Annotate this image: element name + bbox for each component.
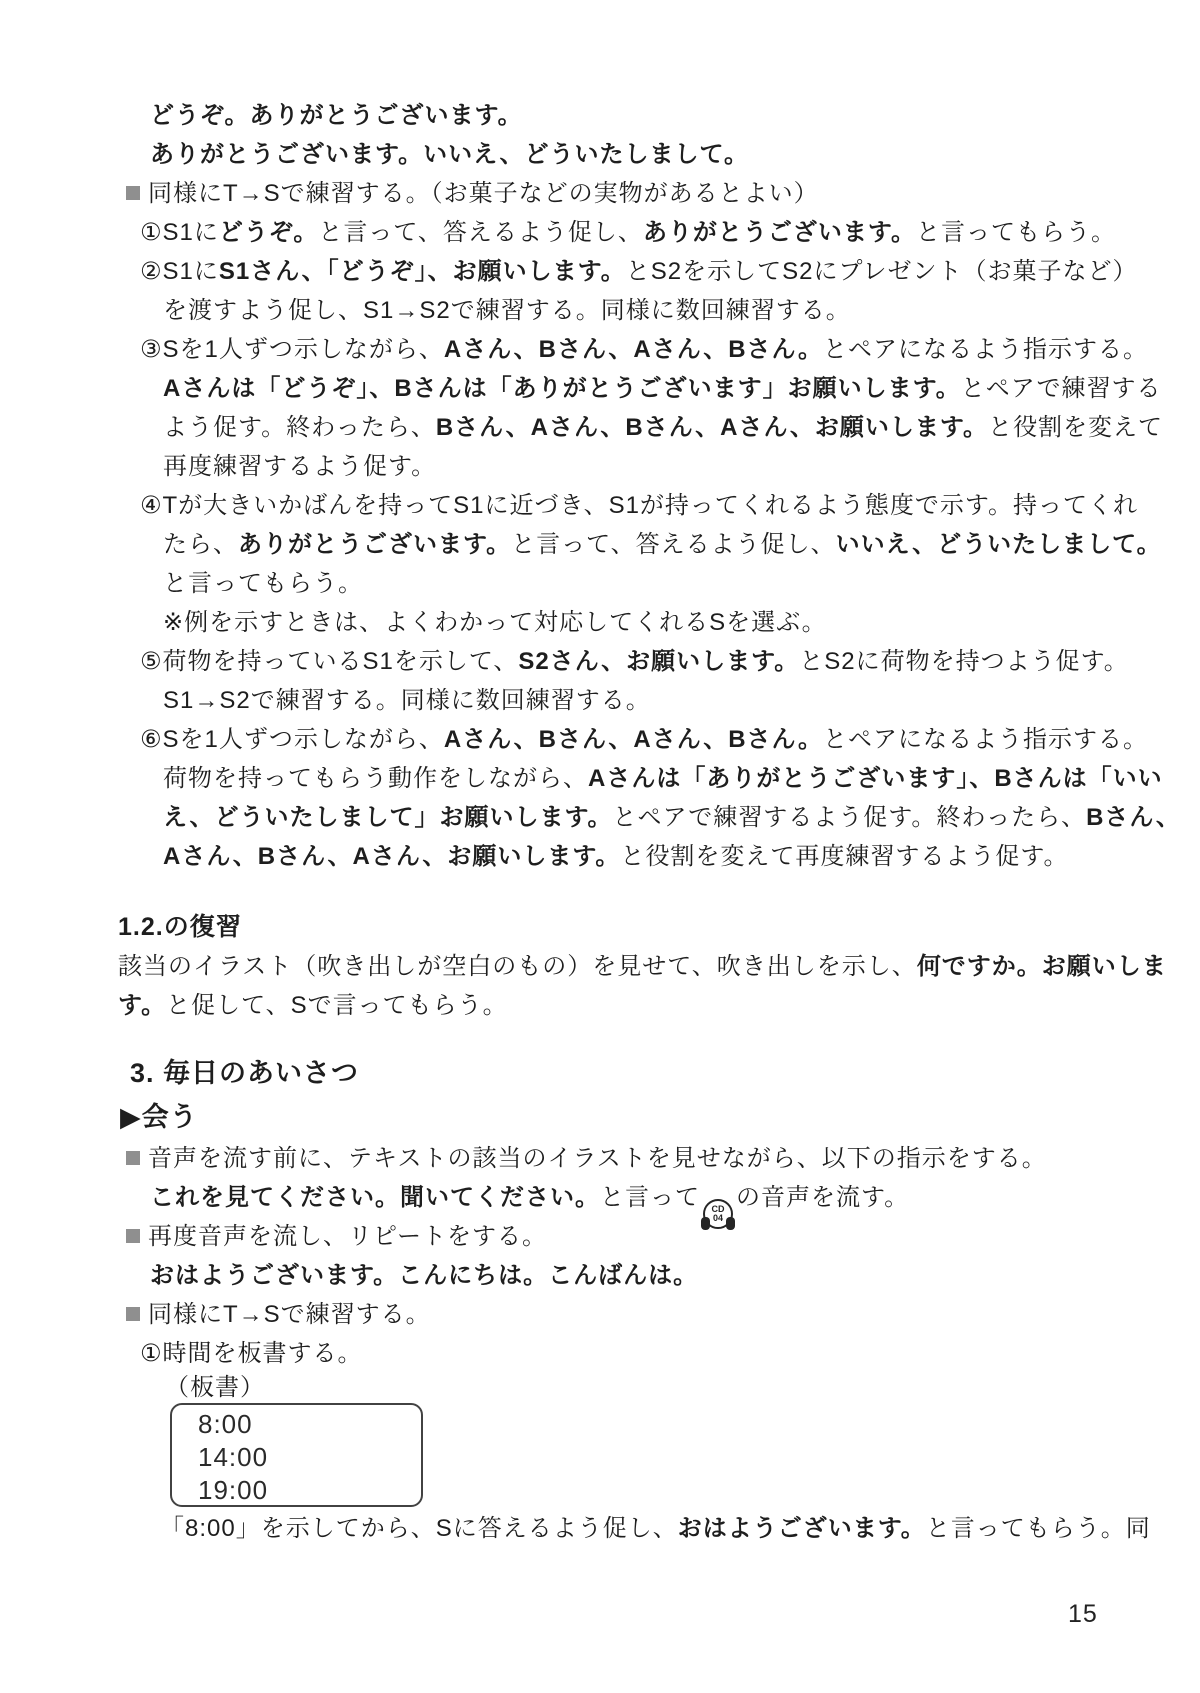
instruction-line [126,1295,1200,1334]
text-run: 同様にT→Sで練習する。（お菓子などの実物があるとよい） [148,180,819,207]
text-run: Aさん、Bさん、Aさん、Bさん。 [443,336,823,363]
text-run: （板書） [165,1374,265,1401]
note-line [163,603,1200,642]
step-line [140,720,1200,759]
board-time: 14:00 [198,1442,269,1472]
text-run: 荷物を持ってもらう動作をしながら、 [163,765,588,792]
text-run: と言ってもらう。同 [925,1515,1151,1542]
step-line [160,1509,1200,1548]
text-run: S2さん、お願いします。 [518,648,800,675]
text-run: どうぞ。 [218,219,319,246]
text-run: 何ですか。お願いしま [916,953,1167,980]
bullet-square-icon [126,1151,140,1165]
text-run: と役割を変えて [988,414,1164,441]
example-phrase-line [150,1256,1200,1295]
example-phrase-line [150,135,1200,174]
text-run: 3. 毎日のあいさつ [130,1058,360,1088]
text-run: ありがとうございます。いいえ、どういたしまして。 [150,141,750,168]
text-run: 音声を流す前に、テキストの該当のイラストを見せながら、以下の指示をする。 [148,1145,1047,1172]
board-box [170,1403,423,1507]
text-run: 該当のイラスト（吹き出しが空白のもの）を見せて、吹き出しを示し、 [118,953,917,980]
section-heading [130,1051,1200,1095]
text-run: 1.2.の復習 [118,913,242,941]
step-line [140,486,1200,525]
text-run: ④Tが大きいかばんを持ってS1に近づき、S1が持ってくれるよう態度で示す。持ってくれ [140,492,1139,519]
cd-audio-icon [703,1199,733,1229]
text-run: と言ってもらう。 [916,219,1117,246]
text-run: Aさん、Bさん、Aさん、Bさん。 [443,726,823,753]
instruction-line [126,1217,1200,1256]
step-line [163,759,1200,798]
text-run: おはようございます。 [677,1515,926,1542]
text-run: と言って、答えるよう促し、 [318,219,643,246]
text-run: どうぞ。ありがとうございます。 [150,102,523,129]
board-label [165,1373,1200,1403]
text-run: よう促す。終わったら、 [163,414,436,441]
subsection-heading [120,1095,1200,1139]
text-run: Aさんは「ありがとうございます」、Bさんは「いい [588,765,1163,792]
text-run: Bさん、Aさん、Bさん、Aさん、お願いします。 [435,414,989,441]
step-line [163,369,1200,408]
text-run: ③Sを1人ずつ示しながら、 [140,336,444,363]
text-run: とペアで練習するよう促す。終わったら、 [612,804,1087,831]
paragraph-line [118,986,1200,1025]
step-line [140,642,1200,681]
text-run: と促して、Sで言ってもらう。 [166,992,508,1019]
text-run: え、どういたしまして」お願いします。 [163,804,613,831]
example-phrase-line [150,96,1200,135]
text-run: おはようございます。こんにちは。こんばんは。 [150,1262,699,1289]
bullet-square-icon [126,186,140,200]
text-run: Aさんは「どうぞ」、Bさんは「ありがとうございます」お願いします。 [163,375,961,402]
text-run: ありがとうございます。 [642,219,917,246]
text-run: ⑤荷物を持っているS1を示して、 [140,648,519,675]
step-line [163,837,1200,876]
text-run: と言って、答えるよう促し、 [511,531,836,558]
text-run: ありがとうございます。 [238,531,512,558]
paragraph-line [118,947,1200,986]
board-time: 8:00 [198,1409,253,1439]
page-number: 15 [1068,1600,1098,1628]
cd-icon-label-top: CD [711,1204,725,1214]
cd-icon-label-bottom: 04 [712,1213,723,1223]
text-run: S1さん、「どうぞ」、お願いします。 [218,258,626,285]
step-line [140,1334,1200,1373]
text-run: 同様にT→Sで練習する。 [148,1301,431,1328]
text-run: 「8:00」を示してから、Sに答えるよう促し、 [160,1515,678,1542]
text-run: 再度音声を流し、リピートをする。 [148,1223,548,1250]
text-run: す。 [118,992,167,1019]
step-line [163,291,1200,330]
text-run: 再度練習するよう促す。 [163,453,437,480]
text-run: これを見てください。聞いてください。 [150,1184,600,1211]
text-run: ▶会う [120,1102,198,1132]
text-run: を渡すよう促し、S1→S2で練習する。同様に数回練習する。 [163,297,851,324]
text-run: とペアになるよう指示する。 [822,336,1148,363]
example-phrase-line [150,1178,1200,1223]
text-run: ②S1に [140,258,219,285]
text-run: たら、 [163,531,238,558]
step-line [140,330,1200,369]
text-run: と役割を変えて再度練習するよう促す。 [620,843,1069,870]
text-run: Bさん、 [1086,804,1181,831]
text-run: とS2を示してS2にプレゼント（お菓子など） [625,258,1138,285]
text-run: の音声を流す。 [736,1184,910,1211]
text-run: とペアで練習する [960,375,1162,402]
text-run: とペアになるよう指示する。 [822,726,1148,753]
text-run: と言って [600,1184,700,1211]
board-time: 19:00 [198,1475,269,1505]
text-run: と言ってもらう。 [163,570,363,597]
instruction-line [126,1139,1200,1178]
text-run: とS2に荷物を持つよう促す。 [799,648,1129,675]
text-run: ①S1に [140,219,219,246]
text-run: いいえ、どういたしまして。 [835,531,1162,558]
step-line [163,525,1200,564]
step-line [163,408,1200,447]
text-run: ⑥Sを1人ずつ示しながら、 [140,726,444,753]
subsection-heading [118,908,1200,947]
step-line [163,798,1200,837]
bullet-square-icon [126,1307,140,1321]
step-line [163,564,1200,603]
instruction-line [126,174,1200,213]
bullet-square-icon [126,1229,140,1243]
step-line [140,252,1200,291]
step-line [140,213,1200,252]
step-line [163,681,1200,720]
text-run: Aさん、Bさん、Aさん、お願いします。 [163,843,621,870]
text-run: S1→S2で練習する。同様に数回練習する。 [163,687,651,714]
step-line [163,447,1200,486]
text-run: ※例を示すときは、よくわかって対応してくれるSを選ぶ。 [163,609,827,636]
text-run: ①時間を板書する。 [140,1340,363,1367]
